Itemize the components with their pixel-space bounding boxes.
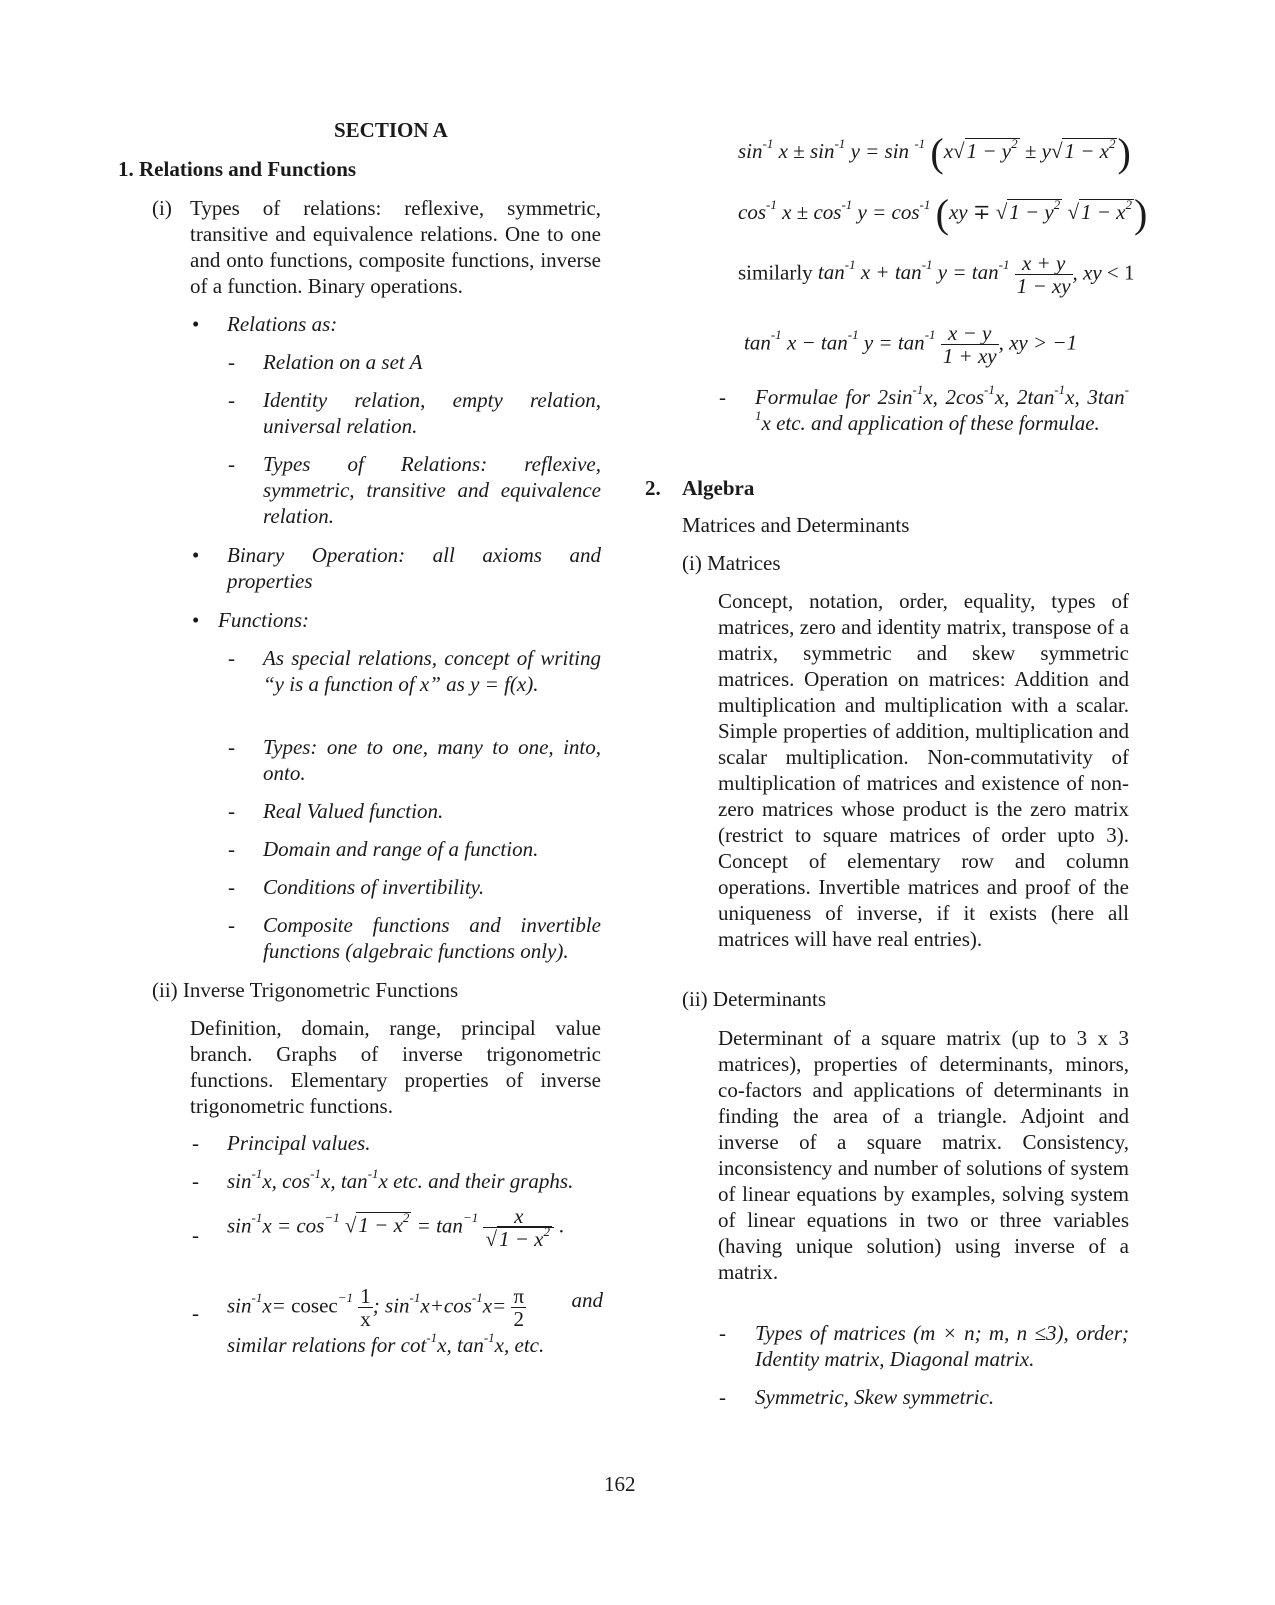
dash-icon: -: [192, 1301, 199, 1325]
dash-icon: -: [228, 452, 235, 476]
dash-icon: -: [192, 1223, 199, 1247]
section-title: SECTION A: [334, 118, 448, 142]
relations-item: Types of Relations: reflexive, symmetric, transitive and equivalence relation.: [263, 452, 601, 528]
relations-item: Relation on a set A: [263, 350, 423, 374]
functions-item: Real Valued function.: [263, 799, 444, 823]
tan-diff-formula: $\tan^{-1} x - \tan^{-1} y = \tan^{-1}$ $\frac{x - y}{1 + xy}$ , xy > −1: [744, 321, 1078, 368]
cos-sum-formula: $\cos^{-1} x \pm \cos^{-1} y = \cos^{-1} (xy \mp √1 - y^2$ $√1 - x^2$): [738, 191, 1148, 237]
unit1-title: Relations and Functions: [139, 157, 357, 181]
unit1-ii-heading: (ii) Inverse Trigonometric Functions: [152, 978, 459, 1002]
functions-item: Conditions of invertibility.: [263, 875, 485, 899]
matrices-text: Concept, notation, order, equality, types of matrices, zero and identity matrix, transpose of a matrix, symmetric and skew symmetric matrices. Operation on matrices: Addition and multiplication and multiplication with a scalar. Simple properties of addition, multiplication and scalar multiplication. Non-commutativity of multiplication of matrices and existence of non-zero matrices whose product is the zero matrix (restrict to square matrices of order upto 3). Concept of elementary row and column operations. Invertible matrices and proof of the uniqueness of inverse, if it exists (here all matrices will have real entries).: [718, 589, 1129, 951]
bullet-icon: •: [192, 543, 200, 567]
matrices-heading: (i) Matrices: [682, 551, 781, 575]
unit1-ii-text: Definition, domain, range, principal value branch. Graphs of inverse trigonometric functions. Elementary properties of inverse trigonometric functions.: [190, 1016, 601, 1118]
unit1-i-label: (i): [152, 196, 172, 220]
dash-icon: -: [719, 1321, 726, 1345]
sin-sum-formula: $\sin^{-1} x \pm \sin^{-1} y = \sin ^{-1}$ $(x√1 - y^2 \pm y√1 - x^2)$: [738, 130, 1131, 176]
dash-icon: -: [228, 646, 235, 670]
page-number: 162: [604, 1472, 636, 1496]
dash-icon: -: [228, 875, 235, 899]
dash-icon: -: [228, 350, 235, 374]
graphs-item: $\sin^{-1}x$, $\cos^{-1}x$, $\tan^{-1}x$ etc. and their graphs.: [227, 1166, 574, 1193]
dash-icon: -: [228, 735, 235, 759]
unit1-number: 1: [118, 157, 129, 181]
relations-heading: Relations as:: [227, 312, 338, 336]
formulae-item: Formulae for $2\sin^{-1}x$, $2\cos^{-1}x$, $2\tan^{-1}x$, $3\tan^{-1}x$ etc. and application of these formulae.: [755, 382, 1129, 435]
unit2-title: Algebra: [682, 476, 755, 500]
relations-item: Identity relation, empty relation, universal relation.: [263, 388, 601, 438]
dash-icon: -: [228, 799, 235, 823]
functions-item: Composite functions and invertible functions (algebraic functions only).: [263, 913, 601, 963]
unit2-item: Types of matrices (m × n; m, n ≤3), order; Identity matrix, Diagonal matrix.: [755, 1321, 1129, 1371]
unit1-heading: 1. Relations and Functions: [118, 157, 357, 181]
principal-values: Principal values.: [227, 1131, 371, 1155]
dash-icon: -: [192, 1169, 199, 1193]
unit2-number: 2.: [645, 476, 661, 500]
dash-icon: -: [228, 388, 235, 412]
binary-operation: Binary Operation: all axioms and properties: [227, 543, 601, 593]
dash-icon: -: [192, 1131, 199, 1155]
unit1-i-text: Types of relations: reflexive, symmetric, transitive and equivalence relations. One to one and onto functions, composite functions, inverse of a function. Binary operations.: [190, 196, 601, 298]
dash-icon: -: [228, 837, 235, 861]
dash-icon: -: [719, 1385, 726, 1409]
bullet-icon: •: [192, 312, 200, 336]
dash-icon: -: [228, 913, 235, 937]
tan-sum-formula: similarly $\tan^{-1} x + \tan^{-1} y = \tan^{-1}$ $\frac{x + y}{1 - xy}$ , xy < 1: [738, 251, 1135, 298]
unit2-subheading: Matrices and Determinants: [682, 513, 910, 537]
determinants-text: Determinant of a square matrix (up to 3 x 3 matrices), properties of determinants, minors, co-factors and applications of determinants in finding the area of a triangle. Adjoint and inverse of a square matrix. Consistency, inconsistency and number of solutions of system of linear equations by examples, solving system of linear equations in two or three variables (having unique solution) using inverse of a matrix.: [718, 1026, 1129, 1284]
determinants-heading: (ii) Determinants: [682, 987, 827, 1011]
functions-item: As special relations, concept of writing “y is a function of x” as y = f(x).: [263, 646, 601, 696]
bullet-icon: •: [192, 608, 200, 632]
unit2-item: Symmetric, Skew symmetric.: [755, 1385, 995, 1409]
identity-1-formula: $\sin^{-1}x = \cos^{-1} √1 - x^2 = \tan^{-1}$ $\frac{x}{√1 - x^2}$ .: [227, 1204, 565, 1251]
dash-icon: -: [719, 385, 726, 409]
functions-heading: Functions:: [218, 608, 309, 632]
functions-item: Types: one to one, many to one, into, onto.: [263, 735, 601, 785]
identity-2-formula: $\sin^{-1}x= cosec^{-1}$ $\frac{1}{x}$ ; $\sin^{-1}x+\cos^{-1}x=$ $\frac{\pi}{2}$ and similar relations for $\cot^{-1}x$, $\tan^{-1}x$, etc.: [227, 1284, 603, 1357]
functions-item: Domain and range of a function.: [263, 837, 539, 861]
